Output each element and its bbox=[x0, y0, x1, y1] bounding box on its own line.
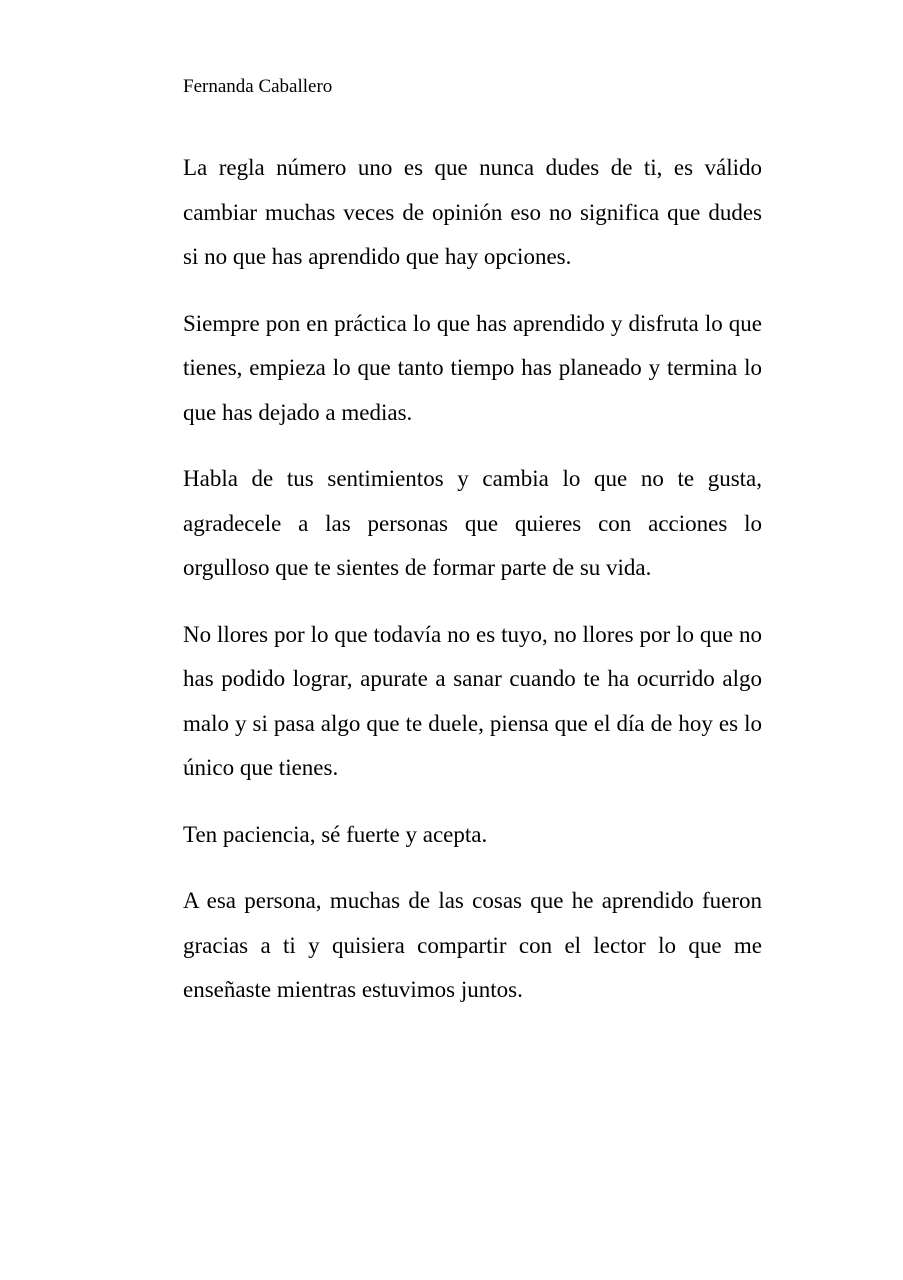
paragraph: Siempre pon en práctica lo que has aprendido y disfruta lo que tienes, empieza lo que tanto tiempo has planeado y termina lo que has dejado a medias. bbox=[183, 310, 762, 425]
paragraph: No llores por lo que todavía no es tuyo, no llores por lo que no has podido lograr, apurate a sanar cuando te ha ocurrido algo malo y si pasa algo que te duele, piensa que el día de hoy es lo único que tienes. bbox=[183, 621, 762, 780]
paragraph: Ten paciencia, sé fuerte y acepta. bbox=[183, 821, 488, 847]
paragraph: A esa persona, muchas de las cosas que he aprendido fueron gracias a ti y quisiera compartir con el lector lo que me enseñaste mientras estuvimos juntos. bbox=[183, 888, 762, 1002]
document-body bbox=[183, 146, 762, 1035]
author-header: Fernanda Caballero bbox=[183, 76, 333, 97]
paragraph: Habla de tus sentimientos y cambia lo que no te gusta, agradecele a las personas que quieres con acciones lo orgulloso que te sientes de formar parte de su vida. bbox=[183, 466, 762, 580]
paragraph: La regla número uno es que nunca dudes de ti, es válido cambiar muchas veces de opinión eso no significa que dudes si no que has aprendido que hay opciones. bbox=[183, 155, 762, 269]
